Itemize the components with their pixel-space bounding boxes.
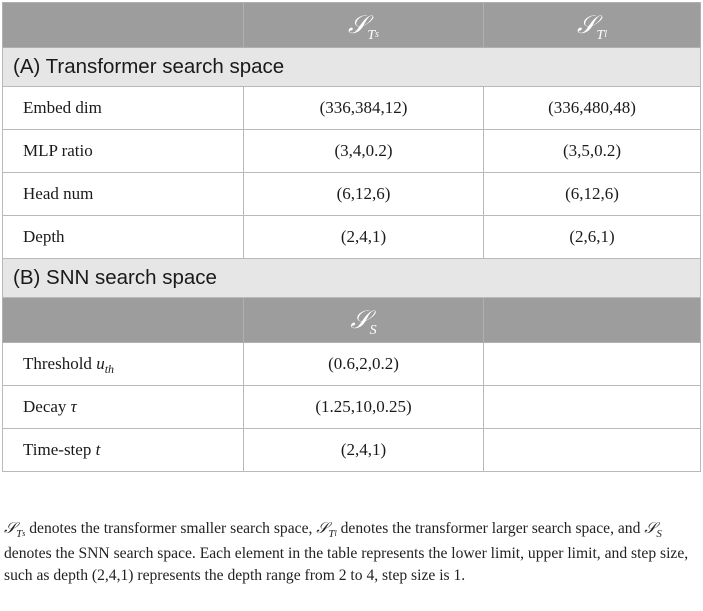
symbol-sub: T — [367, 28, 376, 43]
symbol-subsub: s — [22, 529, 26, 538]
header-empty-cell — [3, 298, 244, 343]
row-label: Depth — [3, 216, 244, 259]
symbol-sub: T — [328, 528, 335, 540]
symbol-subsub: l — [604, 29, 607, 40]
footnote-text: denotes the transformer larger search space, and — [336, 520, 645, 537]
label-text: Decay — [23, 397, 71, 416]
row-label: Head num — [3, 173, 244, 216]
label-variable: u — [96, 354, 105, 373]
symbol: 𝒮 — [350, 305, 370, 334]
large-value: (6,12,6) — [484, 173, 701, 216]
label-text: Time-step — [23, 440, 96, 459]
header-empty-cell — [484, 298, 701, 343]
footnote-text: denotes the transformer smaller search space, — [25, 520, 317, 537]
small-value: (3,4,0.2) — [244, 130, 484, 173]
small-value: (2,4,1) — [244, 216, 484, 259]
symbol-subsub: l — [334, 529, 337, 538]
large-value: (336,480,48) — [484, 87, 701, 130]
row-label — [3, 386, 244, 429]
empty-cell — [484, 343, 701, 386]
symbol-sub: S — [369, 323, 377, 338]
label-text: Threshold — [23, 354, 97, 373]
empty-cell — [484, 429, 701, 472]
footnote-text: denotes the SNN search space. Each element in the table represents the lower limit, upper limit, and step size, such as depth (2,4,1) represents the depth range from 2 to 4, step size is 1. — [4, 544, 689, 585]
table-row — [3, 429, 701, 472]
label-variable: t — [95, 440, 101, 459]
row-label — [3, 429, 244, 472]
snn-value: (0.6,2,0.2) — [244, 343, 484, 386]
table-row — [3, 87, 701, 130]
section-row-a — [3, 48, 701, 87]
table-row — [3, 386, 701, 429]
symbol: 𝒮 — [644, 519, 657, 537]
header-empty-cell — [3, 3, 244, 48]
snn-value: (2,4,1) — [244, 429, 484, 472]
header-small-space — [244, 3, 484, 48]
section-label-b: (B) SNN search space — [3, 259, 701, 298]
small-value: (6,12,6) — [244, 173, 484, 216]
search-space-table — [2, 2, 701, 472]
label-variable: τ — [70, 397, 77, 416]
section-row-b — [3, 259, 701, 298]
table-row — [3, 216, 701, 259]
symbol: 𝒮 — [347, 10, 368, 39]
large-value: (2,6,1) — [484, 216, 701, 259]
table-row — [3, 343, 701, 386]
empty-cell — [484, 386, 701, 429]
row-label: Embed dim — [3, 87, 244, 130]
table-row — [3, 173, 701, 216]
symbol-sub: T — [596, 28, 605, 43]
large-value: (3,5,0.2) — [484, 130, 701, 173]
section-label-a: (A) Transformer search space — [3, 48, 701, 87]
header-snn-space — [244, 298, 484, 343]
snn-header-row — [3, 298, 701, 343]
symbol-sub: S — [656, 528, 662, 540]
table-footnote — [4, 517, 699, 588]
snn-value: (1.25,10,0.25) — [244, 386, 484, 429]
symbol: 𝒮 — [4, 519, 17, 537]
symbol-subsub: s — [375, 29, 380, 40]
row-label: MLP ratio — [3, 130, 244, 173]
header-large-space — [484, 3, 701, 48]
symbol: 𝒮 — [316, 519, 329, 537]
label-variable-sub: th — [104, 362, 115, 376]
symbol-sub: T — [16, 528, 23, 540]
row-label — [3, 343, 244, 386]
small-value: (336,384,12) — [244, 87, 484, 130]
table-header-row — [3, 3, 701, 48]
table-row — [3, 130, 701, 173]
symbol: 𝒮 — [577, 10, 597, 39]
